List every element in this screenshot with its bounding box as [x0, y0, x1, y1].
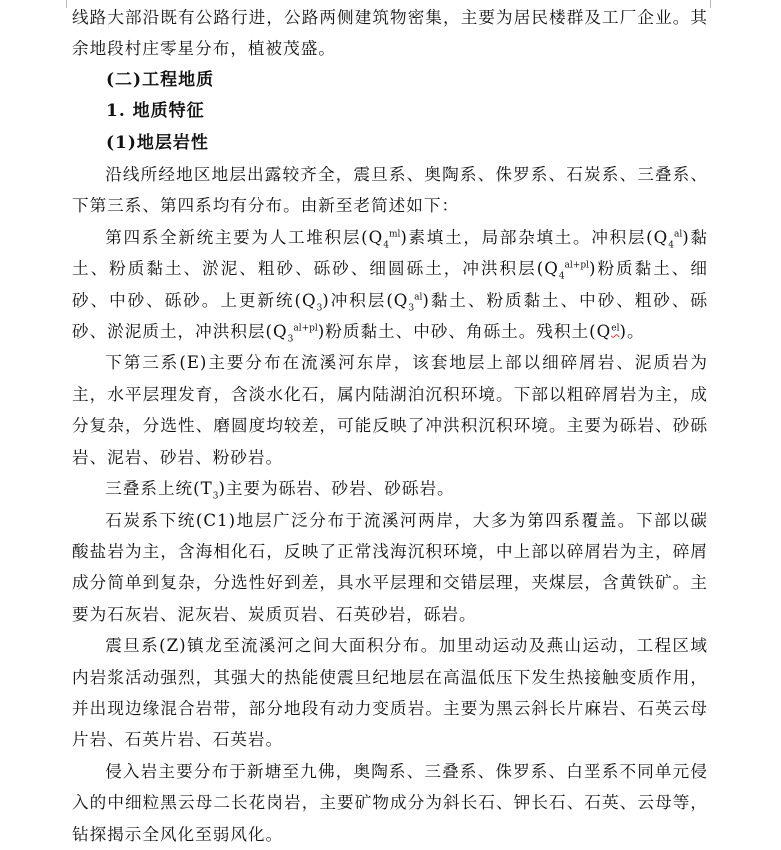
subscript: 3 — [316, 302, 323, 313]
paragraph-intrusive-rocks: 侵入岩主要分布于新塘至九佛，奥陶系、三叠系、侏罗系、白垩系不同单元侵入的中细粒黑云母二长花岗岩，主要矿物成分为斜长石、钾长石、石英、云母等，钻探揭示全风化至弱风化。 — [72, 761, 708, 844]
text-run: 第四系全新统主要为人工堆积层(Q — [105, 227, 384, 247]
superscript: al+pl — [293, 323, 318, 334]
superscript-spellcheck-flag: el — [611, 323, 620, 334]
subscript: 4 — [668, 240, 674, 251]
paragraph-strata-summary: 沿线所经地区地层出露较齐全，震旦系、奥陶系、侏罗系、石炭系、三叠系、下第三系、第四系均有分布。由新至老简述如下： — [72, 165, 708, 216]
text-run: )主要为砾岩、砂岩、砂砾岩。 — [218, 479, 455, 499]
subsection-heading-geological-features: 1. 地质特征 — [106, 101, 205, 122]
text-run: )冲积层(Q — [322, 290, 409, 310]
superscript: al — [673, 229, 683, 240]
text-run: )黏土、粉质黏土、淤泥、粗砂、砾砂、细圆砾土，冲洪积层(Q — [72, 227, 708, 279]
text-run: )黏土、粉质黏土、中砂、粗砂、砾砂、淤泥质土，冲洪积层(Q — [72, 290, 708, 342]
subscript: 3 — [287, 334, 294, 345]
paragraph-upper-triassic — [72, 473, 708, 504]
text-run: )粉质黏土、中砂、角砾土。残积土(Q — [317, 322, 612, 342]
paragraph-sinian: 震旦系(Z)镇龙至流溪河之间大面积分布。加里动运动及燕山运动，工程区域内岩浆活动强烈，其强大的热能使震旦纪地层在高温低压下发生热接触变质作用，并出现边缘混合岩带，部分地段有动力变质岩。主要为黑云斜长片麻岩、石英云母片岩、石英片岩、石英岩。 — [72, 636, 708, 750]
text-run: 三叠系上统(T — [105, 479, 213, 499]
paragraph-quaternary — [72, 222, 708, 348]
subsection-heading-stratum-lithology: (1)地层岩性 — [106, 132, 209, 153]
margin-corner-mark-left — [66, 0, 67, 8]
subscript: 4 — [558, 271, 565, 282]
paragraph-lower-carboniferous: 石炭系下统(C1)地层广泛分布于流溪河两岸，大多为第四系覆盖。下部以碳酸盐岩为主，含海相化石，反映了正常浅海沉积环境，中上部以碎屑岩为主，碎屑成分简单到复杂，分选性好到差，具水平层理和交错层理，夹煤层，含黄铁矿。主要为石灰岩、泥灰岩、炭质页岩、石英砂岩，砾岩。 — [72, 510, 708, 624]
paragraph-route-overview: 线路大部沿既有公路行进，公路两侧建筑物密集，主要为居民楼群及工厂企业。其余地段村庄零星分布，植被茂盛。 — [72, 8, 708, 59]
section-heading-engineering-geology: (二)工程地质 — [106, 69, 215, 90]
document-body[interactable] — [72, 2, 708, 850]
subscript: 3 — [212, 491, 219, 502]
superscript: al+pl — [564, 260, 589, 271]
margin-corner-mark-right — [710, 0, 711, 8]
superscript: al — [414, 292, 423, 303]
paragraph-lower-tertiary: 下第三系(E)主要分布在流溪河东岸，该套地层上部以细碎屑岩、泥质岩为主，水平层理发育，含淡水化石，属内陆湖泊沉积环境。下部以粗碎屑岩为主，成分复杂，分选性、磨圆度均较差，可能反映了冲洪积沉积环境。主要为砾岩、砂砾岩、泥岩、砂岩、粉砂岩。 — [72, 353, 708, 467]
subscript: 4 — [383, 240, 389, 251]
text-run: )。 — [619, 322, 645, 342]
subscript: 3 — [408, 302, 415, 313]
text-run: )素填土，局部杂填土。冲积层(Q — [400, 227, 669, 247]
text-run: )粉质黏土、细砂、中砂、砾砂。上更新统(Q — [72, 259, 708, 310]
superscript: ml — [388, 229, 401, 240]
